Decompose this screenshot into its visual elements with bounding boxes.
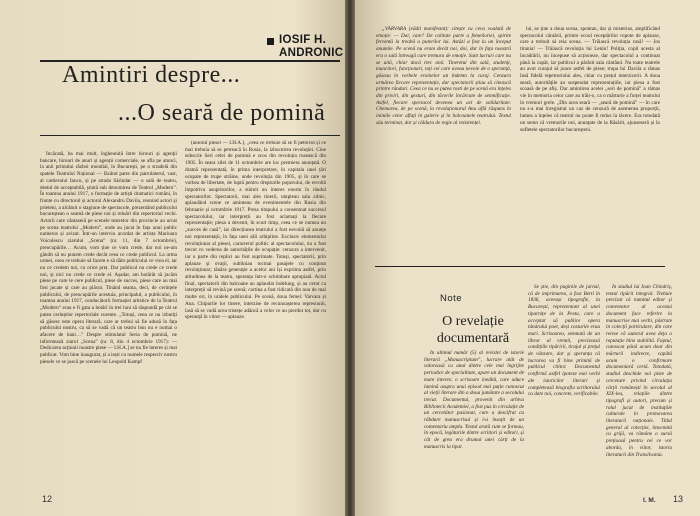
left-page (0, 0, 345, 516)
note-frame-top-rule (375, 266, 665, 267)
left-article-column-2-text: (autorul piesei — I.H.A.), „ceea ce trebuie să se fi petrecut și ce mai trebuia să se petreacă în Rusia, la izbucnirea revoluției. Cine subscrie Seri celei de pomină e scos din revoluția rusească din 1905. În seara zilei de 11 octombrie are loc premiera anunțată. O dramă reprezentată, în prima interpretare, în capitala unei țări ocupate de trupe străine, unde revoluția din 1905, și în care se vorbea de libertate, de luptă pentru drepturile poporului, de revoltă împotriva asupritorilor, a stârnit un interes enorm în rândul spectatorilor. Spectatorii, mai ales tinerii, umpleau sala zilnic, aplaudând scene ce aminteau de evenimentele din Rusia din februarie și octombrie 1917. Presa timpului a consemnat succesul spectacolului, iar interpreții au fost aclamați la fiecare reprezentație; piesa a devenit, în scurt timp, ceea ce se numea un „succes de casă”, iar direcțiunea teatrului a fost nevoită să anunțe noi reprezentații, în fața unei săli arhipline. Exclusiv elementului revoluționar al piesei, caracterul politic al spectacolului, nu a fost trecut cu vederea de autoritățile de ocupație: cenzura a intervenit, iar o parte din replici au fost suprimate. Totuși, spectatorii, prin aplauze și ovații, subliniau tocmai pasajele cu conținut revoluționar; tânăra generație a acelor ani își exprima astfel, prin atitudinea de la teatru, speranța într-o schimbare apropiată. Actul final, spectatorii din balcoane au aplaudat îndelung, și au cerut ca interpreții să revină pe scenă; cortina a fost ridicată din nou de mai multe ori, în uralele publicului. Pe scenă, doua femei: Varvara și Ana. Chipurile lor tinere, interzise de recunoașterea represiunii, lasă să se vadă acea tristețe adâncă a celor ce au pierdut tot, dar cu speranță în viitor — aplauze. (185, 140, 326, 321)
left-article-column-2 (185, 140, 326, 495)
article-title-line1: Amintiri despre... (62, 62, 241, 88)
note-column-3-text: În studiul lui Ioan Chindriș, textul tipărit integral. Trebuie precizat că numitul editor și comentator al acestui document face referire la manuscrise mai vechi, păstrate în colecții particulare, din care reiese că autorul avea deja o reputație bine stabilită. Faptul, cunoscut până acum doar din mărturii indirecte, capătă acum o confirmare documentară certă. Totodată, studiul deschide noi piste de cercetare privind circulația cărții românești în secolul al XIX-lea, relațiile dintre tipografi și autori, precum și rolul jucat de instituțiile culturale în promovarea literaturii naționale. Titlul general al colecției, întocmită cu grijă, va rămâne o sursă prețioasă pentru cei ce vor aborda, în viitor, istoria literaturii din Transilvania. (606, 284, 672, 458)
right-article-column-2-text: lui, se ține a doua scena, spontan, dar și misterios, amplificând spectacolul cântării, printre ecoul receptărilor ropote de aplauze, care a trebuit să reia scena. — Trăiască revoluția rusă! — Jos tirania! — Trăiască revoluția lui Lenin! Poliția, copil acesta al încadrării, nu începuse să acționeze, dar spectacolul a continuat până la capăt, iar publicul a părăsit sala cântând. Nu toate teatrele au avut curajul să joace astfel de piese; trupa lui Davila a rămas însă fidelă repertoriului ales, chiar cu prețul interzicerii. A doua seară, autoritățile au suspendat reprezentațiile, iar piesa a fost scoasă de pe afiș. Dar amintirea acelei „seri de pomină” a rămas vie în memoria celor care au trăit-o, ca o mărturie a forței teatrului în vremuri grele. „Din acea seară — „seară de pomină” — în care nu s-a mai înregistrat un caz de cenzură de asemenea proporții, lumea a înțeles că teatrul nu poate fi redus la tăcere. Era totodată un semn că vremurile noi, anunțate de la Răsărit, ajunseseră și în sufletele spectatorilor bucureșteni. (520, 26, 660, 133)
left-article-column-1 (40, 151, 177, 491)
note-column-1 (424, 350, 524, 500)
note-section-label: Note (440, 293, 463, 304)
note-column-2 (528, 284, 600, 499)
author-marker-square (267, 38, 274, 45)
author-name-line2: ANDRONIC (279, 47, 344, 59)
page-number-right: 13 (673, 494, 684, 504)
note-column-1-text: În ultimul număr (5) al revistei de istorie literară „Manuscriptum”, lucrare atât de valoroasă ca unul dintre cele mai îngrijite periodice de specialitate, apare un document de mare interes: o scrisoare inedită, care aduce lumină asupra unui episod mai puțin cunoscut al vieții literare din a doua jumătate a secolului trecut. Documentul, provenit din arhiva Bibliotecii Academiei, a fost pus în circulație de un cercetător pasionat, care a descifrat cu răbdare manuscrisul și l-a însoțit de un comentariu amplu. Textul arată cum se formau, în epocă, legăturile dintre scriitori și editori, și cât de greu era drumul unei cărți de la manuscris la tipar. (424, 350, 524, 450)
note-signature: I. M. (643, 497, 656, 504)
right-article-column-1-text: „VARVARA (vădit manifestat): citește cu ceva voalată de emoție: — Dar, care? De calitate parte a femeiloriei, spirite ferventă la treabă a puterilor lui. Astăzi a fost la un început anumite. Pe scenă nu eram decât noi, doi, dar în fața noastră era o sală întreagă care tremura de emoție. Sunt lucruri care nu se uită, chiar dacă trec anii. Tineretul din sală, studenți, muncitori, funcționari, toți cei care aveau nevoie de o speranță, găseau în vorbele eroinelor un îndemn la curaj. Cenzura urmărea fiecare reprezentație, dar spectatorii știau să citească printre rânduri. Ceea ce nu se putea rosti de pe scenă era înțeles din priviri, din gesturi, din tăcerile încărcate de semnificație. Astfel, fiecare spectacol devenea un act de solidaritate. Chemarea, de pe scenă, la revoluționarul Ana află răspuns în inimile celor aflați în galerie și în balcoanele teatrului. Textul său terminat, dar și căldura de regie al rezistenței. (376, 26, 511, 126)
left-article-column-1-text: Încăcată, ba mai mult, îngheunită între birouri și agenții bancare, birouri de anuri și agenții comerciale, se afla pe atunci, la anii primului război mondial, în București, pe o stradelă din spatele Teatrului Național — făcând parte din patrulaterul, vast, al cartierului Iancu, și pe strada Sărindar — o sală de teatru, destul de acceptabilă, știută sub denumirea de Teatrul „Modern”. În toamna anului 1917, o formație de artiști dramatici români, în frunte cu directorul și actorul Alexandru Davila, reunind actori și prieteni, a alcătuit o stagiune de spectacole, prezentând publicului bucureștean o seamă de piese noi și reluări din repertoriul vechi. Actorii care cântaseră pe scenele teatrelor din provincie au urcat pe scena teatrului „Modern”, unde au jucat în fața unui public numeros și avizat. Într-un interviu acordat de artista Marioara Voiculescu ziarului „Scena” (nr. 11, din 7 octombrie), preocupările… Acum, vom ține ce vom crede, dar noi ne-am gândit să nu punem crede decât ceea ce crede publicul. La urma urmei, ceea ce trebuie să facem e să dăm publicului ce vrea el, iar nu ce credem noi, cu orice preț. Dar publicul nu crede ce crede noi, și nici nu crede ce crede el. Așadar, am hotărât să jucăm piese pe care le cere publicul, piese de succes, piese care au mai fost jucate și care au plăcut. Tinând seama, deci, de cerințele publicului, de preocupările acestuia, principalul, a publicului, în toamna anului 1917, conducătorii formației artistice de la Teatrul „Modern” erau e fi gata a hotărî în trei luni să răspundă pe cât se putea cerințelor repertoriale curente. „Totuși, ceea ce nu izbutiți să găsesc este opera literară, care ar trebui să fie adusă în fața publicului nostru, ca să se vadă că un teatru bun nu e numai o afacere de bani…” Despre stimulatul Seria de pomină, ne informează ziarul „Scena” (nr. 8, din 4 octombrie 1917): — Dedicarea acțiunii noastre piese — I.H.A.] se nu fie interes și mai publicat. Vom bine inaugurat, și a ieșit cu numele respectiv nostru piesele ce se joacă pe scenele lui Leopold Kampf (40, 151, 177, 365)
right-article-column-1 (376, 26, 511, 236)
right-article-column-2 (520, 26, 660, 236)
author-name-line1: IOSIF H. (279, 34, 327, 46)
page-number-left: 12 (42, 494, 53, 504)
author-block (267, 34, 345, 74)
binding-gutter (345, 0, 355, 516)
note-column-3 (606, 284, 672, 494)
article-title-line2: ...O seară de pomină (118, 100, 326, 126)
note-title: O revelație documentară (436, 314, 510, 346)
note-column-2-text: Se știe, din paginile de jurnal, că de imprimarea, a fost Berti în 1836, aceeași tipografie, la București, reprezentant al unei tiparnițe de la Pesta, care a acceptat să publice opera tânărului poet, deși costurile erau mari. Scrisoarea, semnată de un librar al vremii, precizează condițiile tipăririi, tirajul și prețul de vânzare, dar și speranța că lucrarea va fi bine primită de publicul cititor. Documentul confirmă astfel ipoteze mai vechi ale istoricilor literari și completează biografia scriitorului cu date noi, concrete, verificabile. (528, 284, 600, 398)
title-rule-bottom (40, 135, 340, 136)
